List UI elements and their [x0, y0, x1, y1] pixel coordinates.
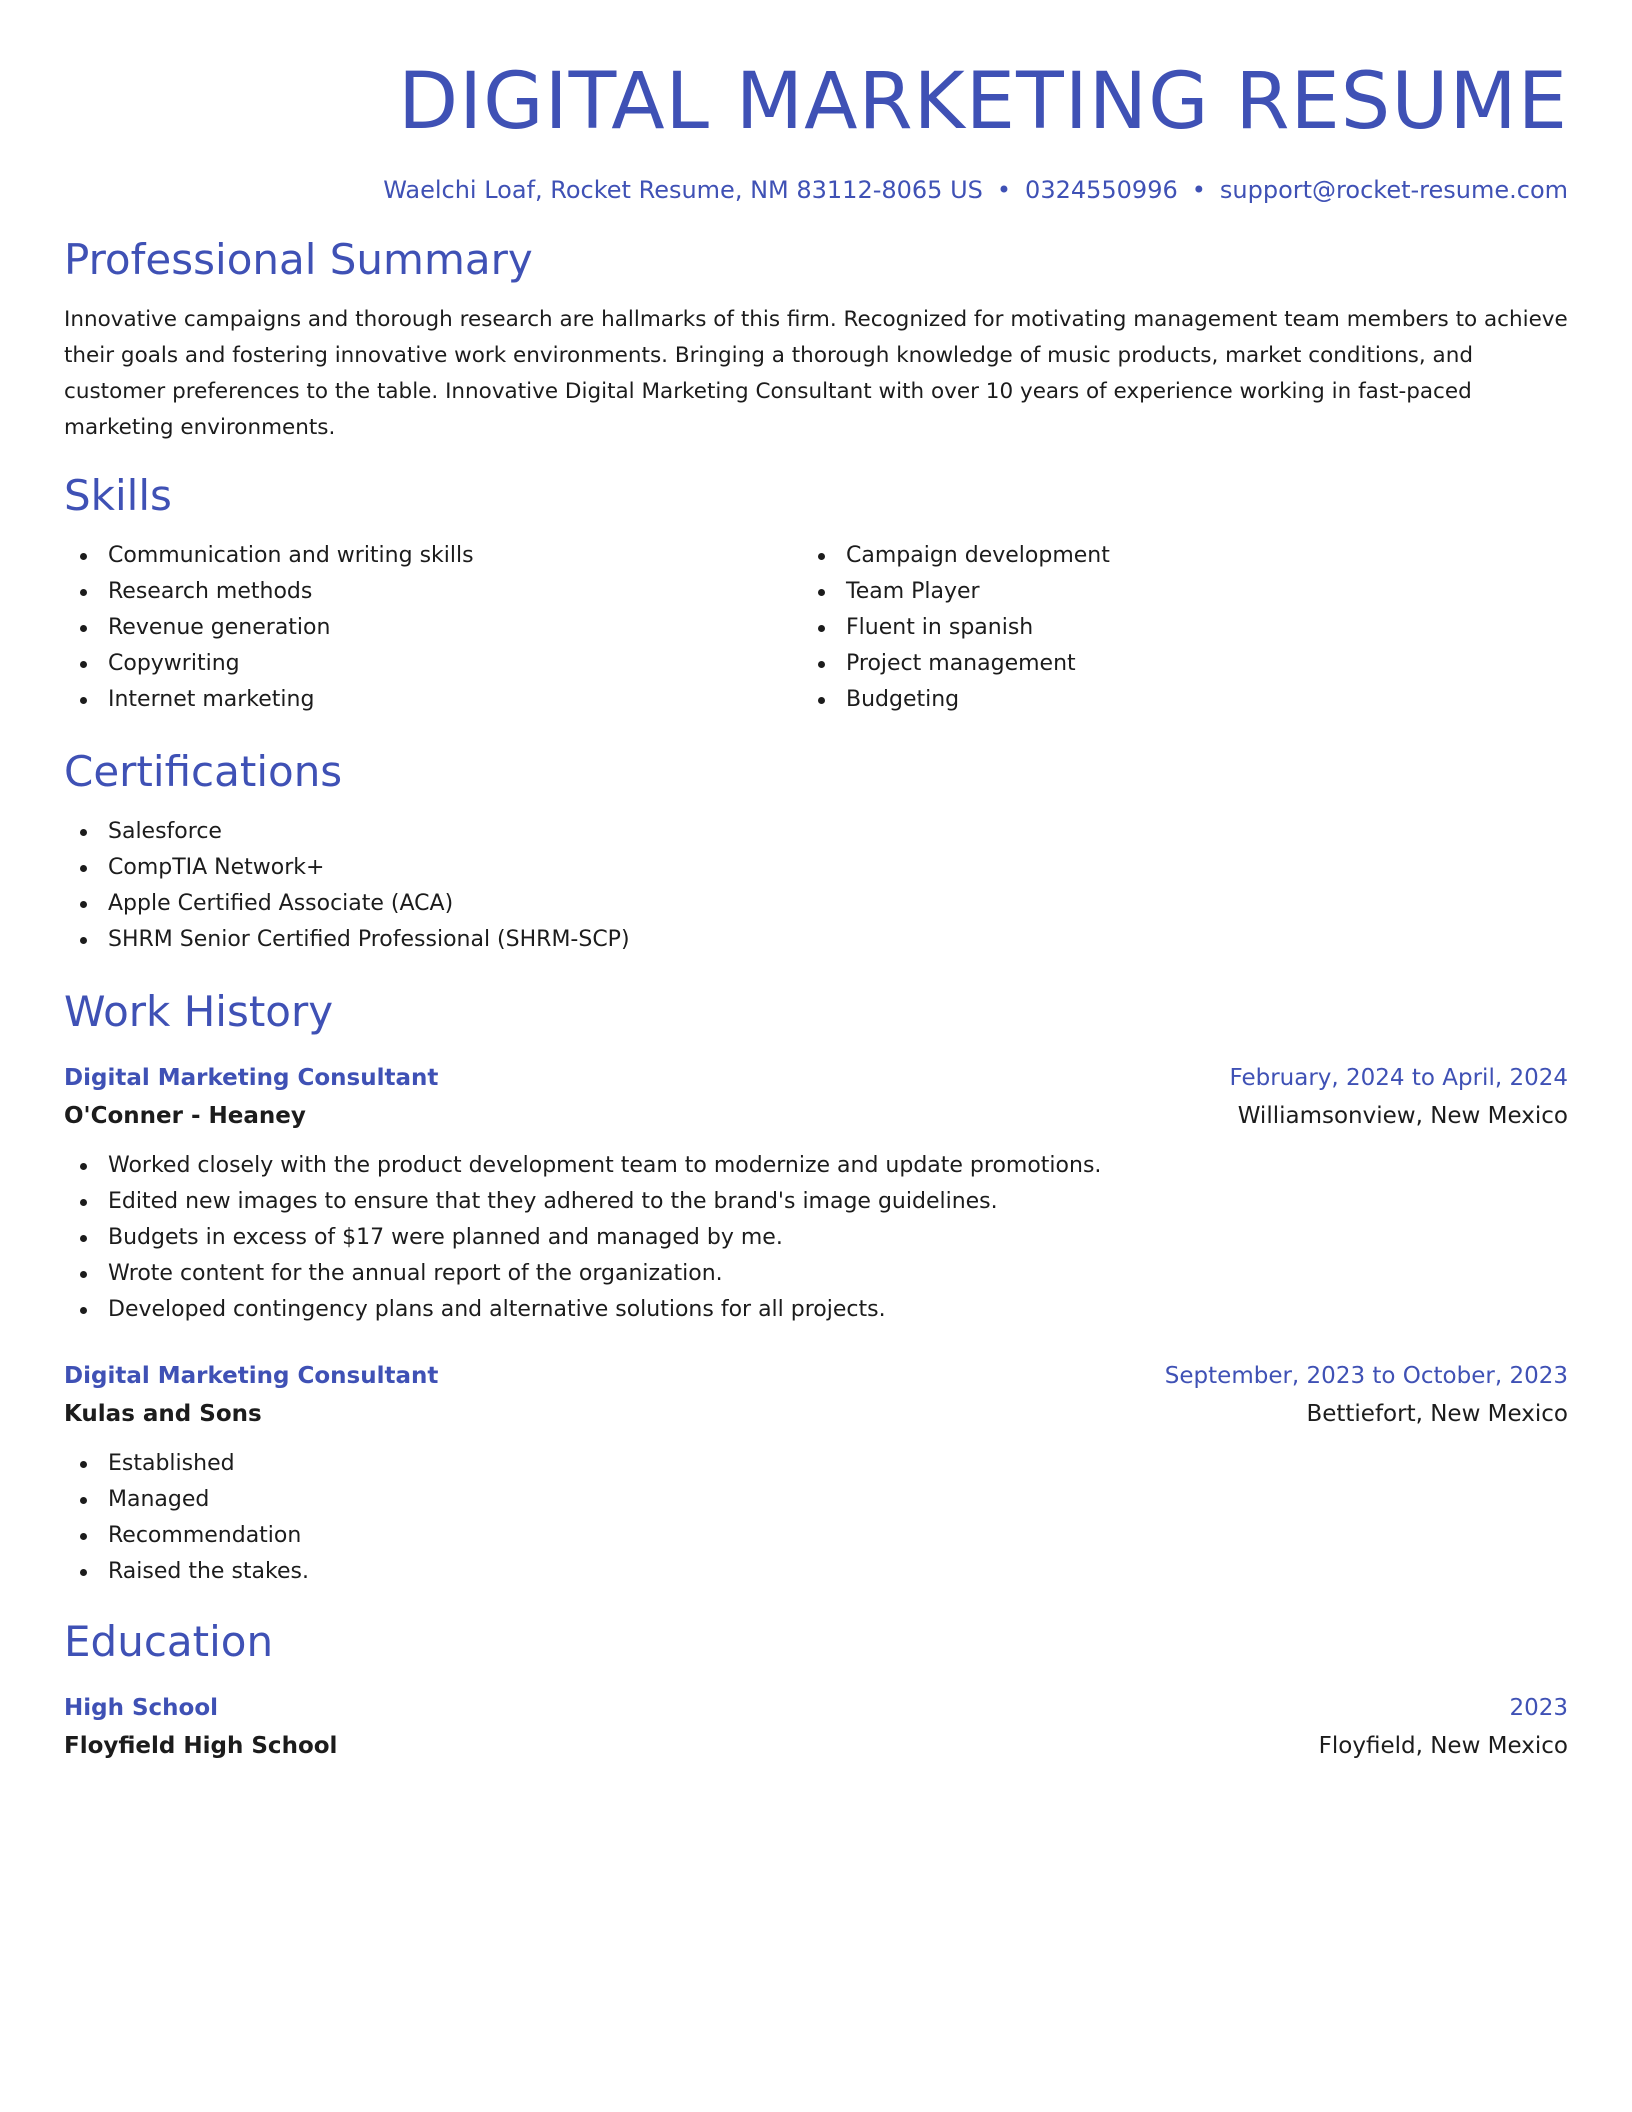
job-duty-item: Managed	[64, 1482, 1568, 1518]
job-company: Kulas and Sons	[64, 1401, 262, 1427]
education-degree: High School	[64, 1695, 219, 1721]
job-duty-item: Wrote content for the annual report of the organization.	[64, 1256, 1568, 1292]
contact-separator: •	[996, 176, 1012, 204]
job-title: Digital Marketing Consultant	[64, 1363, 439, 1389]
skill-item: Research methods	[64, 574, 802, 610]
certification-item: CompTIA Network+	[64, 850, 1568, 886]
job-duty-item: Edited new images to ensure that they adhered to the brand's image guidelines.	[64, 1184, 1568, 1220]
contact-email: support@rocket-resume.com	[1219, 176, 1568, 204]
education-location: Floyfield, New Mexico	[1318, 1733, 1568, 1759]
contact-address: Waelchi Loaf, Rocket Resume, NM 83112-8065 US	[383, 176, 983, 204]
work-entry-top-row	[64, 1060, 1568, 1096]
contact-phone: 0324550996	[1025, 176, 1178, 204]
skill-item: Internet marketing	[64, 682, 802, 718]
certification-item: Apple Certified Associate (ACA)	[64, 886, 1568, 922]
skill-item: Revenue generation	[64, 610, 802, 646]
job-duties-list	[64, 1148, 1568, 1328]
job-company: O'Conner - Heaney	[64, 1103, 306, 1129]
education-heading: Education	[64, 1617, 274, 1666]
skill-item: Fluent in spanish	[802, 610, 1568, 646]
summary-heading: Professional Summary	[64, 235, 533, 284]
certifications-list	[64, 814, 1568, 958]
job-duty-item: Budgets in excess of $17 were planned and managed by me.	[64, 1220, 1568, 1256]
job-location: Bettiefort, New Mexico	[1306, 1401, 1568, 1427]
work-history-heading: Work History	[64, 987, 334, 1036]
job-duty-item: Developed contingency plans and alternative solutions for all projects.	[64, 1292, 1568, 1328]
education-school: Floyfield High School	[64, 1733, 338, 1759]
work-entry-bottom-row	[64, 1096, 1568, 1136]
skill-item: Project management	[802, 646, 1568, 682]
skill-item: Campaign development	[802, 538, 1568, 574]
summary-text: Innovative campaigns and thorough research are hallmarks of this firm. Recognized for motivating management team members to achieve their goals and fostering innovative work environments. Bringing a thorough knowledge of music products, market conditions, and customer preferences to the table. Innovative Digital Marketing Consultant with over 10 years of experience working in fast-paced marketing environments.	[64, 307, 1568, 440]
education-entry	[64, 1690, 1568, 1766]
job-dates: September, 2023 to October, 2023	[1164, 1363, 1568, 1389]
skills-column-left	[64, 538, 802, 718]
skills-heading: Skills	[64, 471, 172, 520]
contact-separator: •	[1191, 176, 1206, 204]
skill-item: Budgeting	[802, 682, 1568, 718]
resume-header	[64, 52, 1568, 206]
work-entry	[64, 1060, 1568, 1328]
education-top-row	[64, 1690, 1568, 1726]
job-dates: February, 2024 to April, 2024	[1229, 1065, 1568, 1091]
job-duties-list	[64, 1446, 1568, 1590]
education-bottom-row	[64, 1726, 1568, 1766]
skill-item: Copywriting	[64, 646, 802, 682]
skills-list	[64, 538, 1568, 718]
job-duty-item: Raised the stakes.	[64, 1554, 1568, 1590]
certifications-heading: Certifications	[64, 747, 343, 796]
work-entry	[64, 1358, 1568, 1590]
skill-item: Communication and writing skills	[64, 538, 802, 574]
job-duty-item: Established	[64, 1446, 1568, 1482]
education-year: 2023	[1509, 1695, 1568, 1721]
work-entry-top-row	[64, 1358, 1568, 1394]
job-duty-item: Worked closely with the product development team to modernize and update promotions.	[64, 1148, 1568, 1184]
certification-item: Salesforce	[64, 814, 1568, 850]
contact-line	[64, 174, 1568, 206]
resume-title: DIGITAL MARKETING RESUME	[398, 57, 1568, 147]
job-title: Digital Marketing Consultant	[64, 1065, 439, 1091]
job-location: Williamsonview, New Mexico	[1237, 1103, 1568, 1129]
job-duty-item: Recommendation	[64, 1518, 1568, 1554]
skills-column-right	[802, 538, 1568, 718]
work-entry-bottom-row	[64, 1394, 1568, 1434]
certification-item: SHRM Senior Certified Professional (SHRM-SCP)	[64, 922, 1568, 958]
skill-item: Team Player	[802, 574, 1568, 610]
